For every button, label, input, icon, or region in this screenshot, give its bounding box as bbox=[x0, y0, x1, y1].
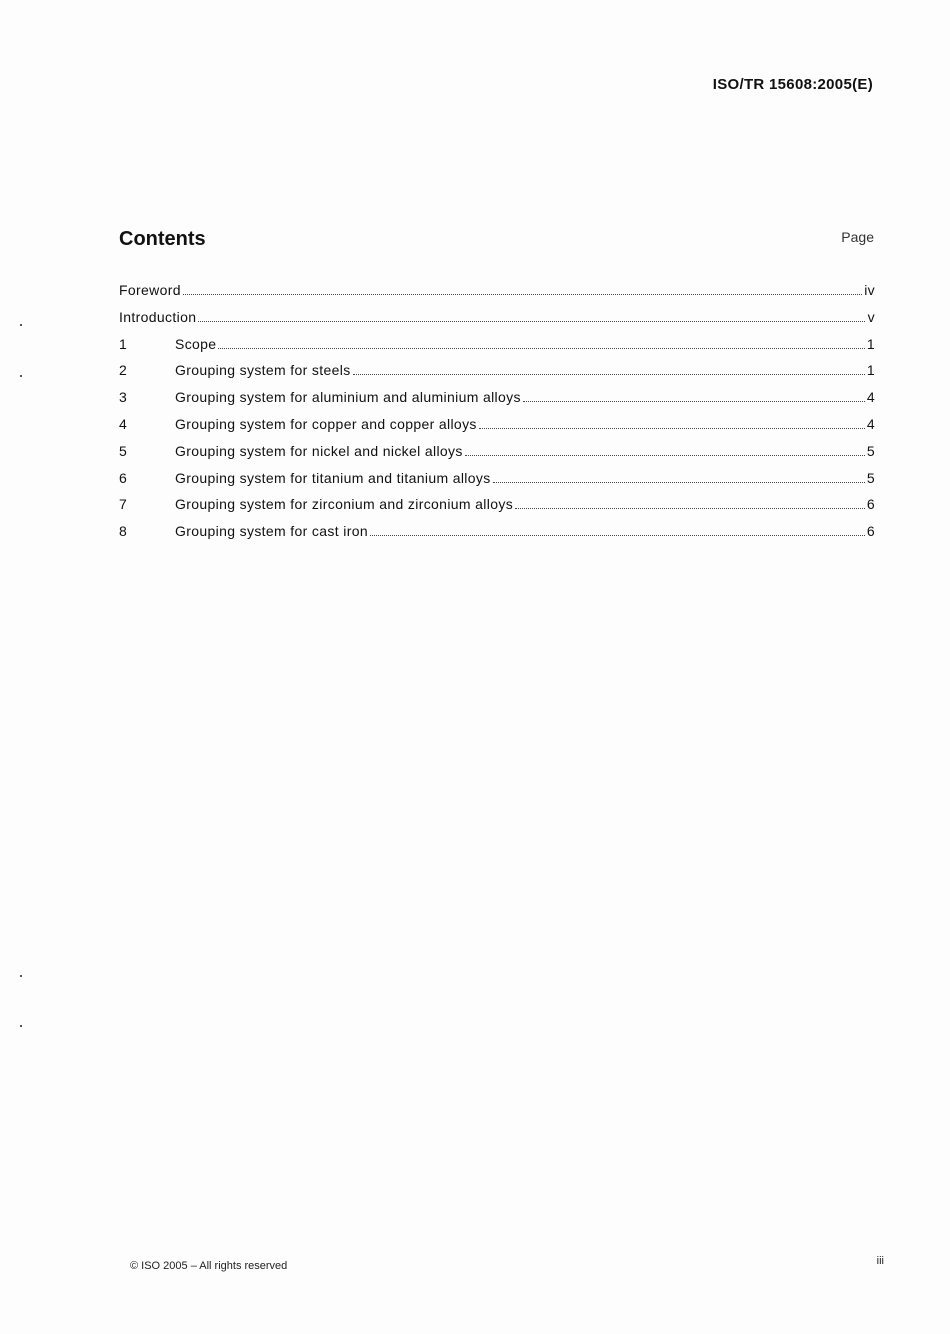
toc-entry-title: Foreword bbox=[119, 282, 181, 298]
toc-entry-foreword[interactable] bbox=[119, 282, 875, 309]
toc-entry-number: 8 bbox=[119, 523, 128, 540]
toc-entry-number: 3 bbox=[119, 389, 128, 406]
dot-leader bbox=[493, 472, 865, 483]
toc-entry-page: 6 bbox=[866, 523, 875, 540]
toc-entry-title: Grouping system for cast iron bbox=[175, 523, 368, 540]
toc-entry-scope[interactable] bbox=[119, 336, 875, 363]
toc-entry-title: Grouping system for steels bbox=[175, 362, 351, 379]
dot-leader bbox=[465, 445, 865, 456]
toc-entry-number: 2 bbox=[119, 362, 128, 379]
toc-entry-aluminium[interactable] bbox=[119, 389, 875, 416]
page-number: iii bbox=[876, 1255, 884, 1267]
toc-entry-title: Grouping system for aluminium and aluminium alloys bbox=[175, 389, 521, 406]
toc-entry-page: 4 bbox=[866, 389, 875, 406]
toc-entry-steels[interactable] bbox=[119, 362, 875, 389]
toc-entry-title: Scope bbox=[175, 335, 217, 352]
document-identifier: ISO/TR 15608:2005(E) bbox=[712, 76, 873, 93]
contents-heading: Contents bbox=[119, 228, 206, 250]
page-column-label: Page bbox=[841, 229, 874, 245]
toc-entry-page: 5 bbox=[866, 442, 875, 459]
dot-leader bbox=[515, 498, 865, 509]
toc-entry-page: iv bbox=[864, 282, 875, 298]
dot-leader bbox=[218, 338, 864, 349]
toc-entry-zirconium[interactable] bbox=[119, 496, 875, 523]
dot-leader bbox=[370, 525, 865, 536]
toc-entry-cast-iron[interactable] bbox=[119, 523, 875, 550]
toc-entry-titanium[interactable] bbox=[119, 470, 875, 497]
dot-leader bbox=[198, 311, 865, 322]
dot-leader bbox=[523, 391, 865, 402]
toc-entry-page: 5 bbox=[866, 469, 875, 486]
toc-entry-number: 4 bbox=[119, 415, 128, 432]
toc-entry-number: 5 bbox=[119, 442, 128, 459]
toc-entry-page: 6 bbox=[866, 496, 875, 513]
toc-entry-page: 1 bbox=[866, 362, 875, 379]
toc-entry-title: Grouping system for nickel and nickel alloys bbox=[175, 442, 463, 459]
toc-entry-number: 7 bbox=[119, 496, 128, 513]
dot-leader bbox=[183, 284, 862, 295]
copyright-notice: © ISO 2005 – All rights reserved bbox=[130, 1260, 288, 1272]
toc-entry-number: 6 bbox=[119, 469, 128, 486]
dot-leader bbox=[353, 364, 865, 375]
toc-entry-page: 1 bbox=[866, 335, 875, 352]
scan-speck bbox=[20, 324, 22, 326]
toc-entry-page: v bbox=[867, 308, 875, 325]
dot-leader bbox=[479, 418, 865, 429]
toc-entry-title: Grouping system for titanium and titanium alloys bbox=[175, 469, 491, 486]
toc-entry-title: Introduction bbox=[119, 308, 197, 325]
toc-entry-page: 4 bbox=[866, 415, 875, 432]
table-of-contents bbox=[119, 282, 875, 550]
scan-speck bbox=[20, 375, 22, 377]
toc-entry-title: Grouping system for zirconium and zirconium alloys bbox=[175, 496, 514, 513]
toc-entry-number: 1 bbox=[119, 335, 128, 352]
scan-speck bbox=[20, 975, 22, 977]
toc-entry-nickel[interactable] bbox=[119, 443, 875, 470]
toc-entry-copper[interactable] bbox=[119, 416, 875, 443]
toc-entry-title: Grouping system for copper and copper alloys bbox=[175, 415, 477, 432]
scan-speck bbox=[20, 1025, 22, 1027]
toc-entry-introduction[interactable] bbox=[119, 309, 875, 336]
